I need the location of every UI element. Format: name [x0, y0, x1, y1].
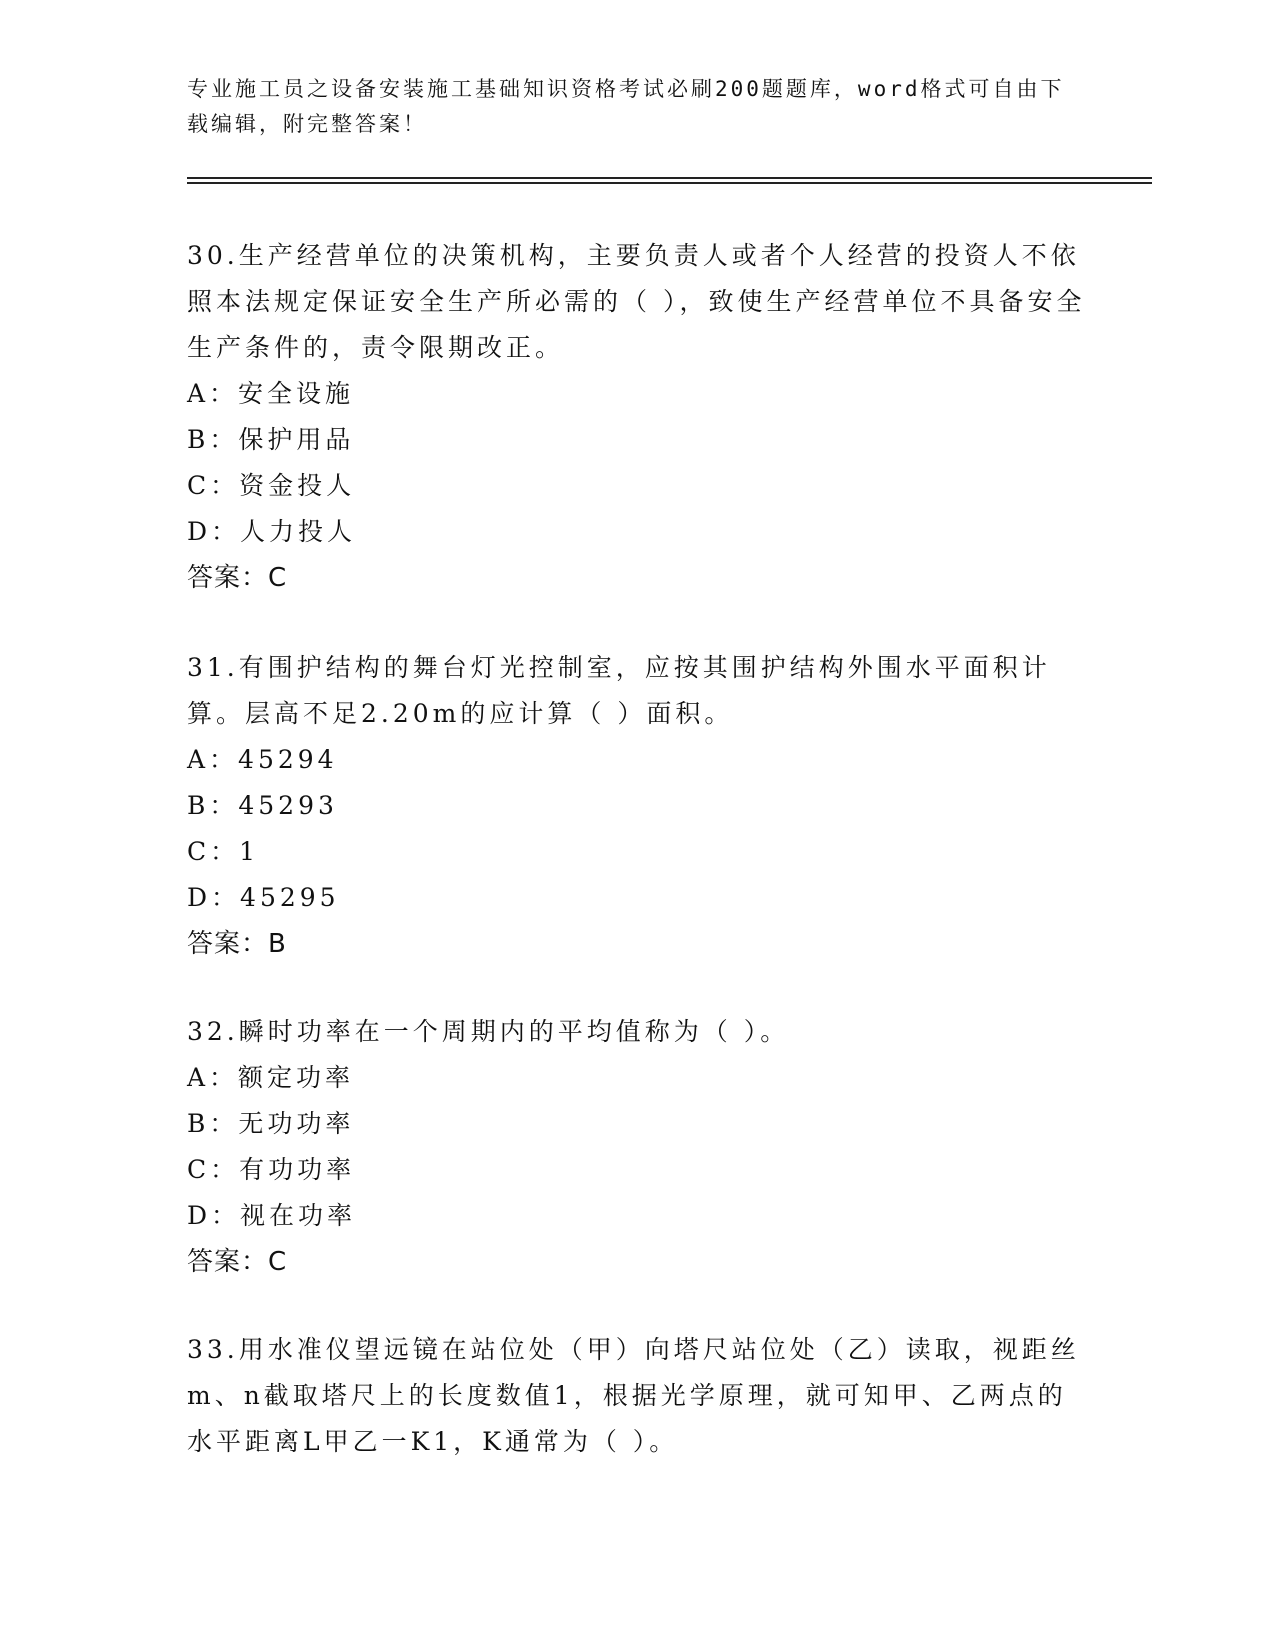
- question-stem: 33.用水准仪望远镜在站位处（甲）向塔尺站位处（乙）读取，视距丝m、n截取塔尺上的长度数值1，根据光学原理，就可知甲、乙两点的水平距离L甲乙一K1，K通常为（ ）。: [187, 1335, 1080, 1456]
- option-a: A：额定功率: [187, 1063, 355, 1092]
- option-d: D：45295: [187, 883, 340, 912]
- question-stem: 31.有围护结构的舞台灯光控制室，应按其围护结构外围水平面积计算。层高不足2.20m的应计算（ ）面积。: [187, 653, 1051, 728]
- answer: 答案：C: [187, 563, 288, 593]
- option-a: A：安全设施: [187, 379, 355, 408]
- option-c: C：1: [187, 837, 260, 866]
- header-divider-bottom: [187, 182, 1152, 184]
- option-d: D：视在功率: [187, 1201, 357, 1230]
- question-stem: 32.瞬时功率在一个周期内的平均值称为（ ）。: [187, 1017, 790, 1046]
- answer: 答案：C: [187, 1247, 288, 1277]
- question-32: [187, 1009, 1087, 1285]
- option-c: C：有功功率: [187, 1155, 356, 1184]
- option-a: A：45294: [187, 745, 338, 774]
- option-b: B：无功功率: [187, 1109, 355, 1138]
- option-d: D：人力投人: [187, 517, 357, 546]
- question-stem: 30.生产经营单位的决策机构，主要负责人或者个人经营的投资人不依照本法规定保证安全生产所必需的（ ），致使生产经营单位不具备安全生产条件的，责令限期改正。: [187, 241, 1086, 362]
- question-31: [187, 645, 1087, 967]
- question-33: [187, 1327, 1087, 1465]
- document-header: 专业施工员之设备安装施工基础知识资格考试必刷200题题库，word格式可自由下载编辑，附完整答案！: [187, 77, 1065, 136]
- question-30: [187, 233, 1087, 601]
- option-c: C：资金投人: [187, 471, 356, 500]
- option-b: B：保护用品: [187, 425, 355, 454]
- answer: 答案：B: [187, 929, 287, 959]
- header-divider-top: [187, 177, 1152, 179]
- option-b: B：45293: [187, 791, 338, 820]
